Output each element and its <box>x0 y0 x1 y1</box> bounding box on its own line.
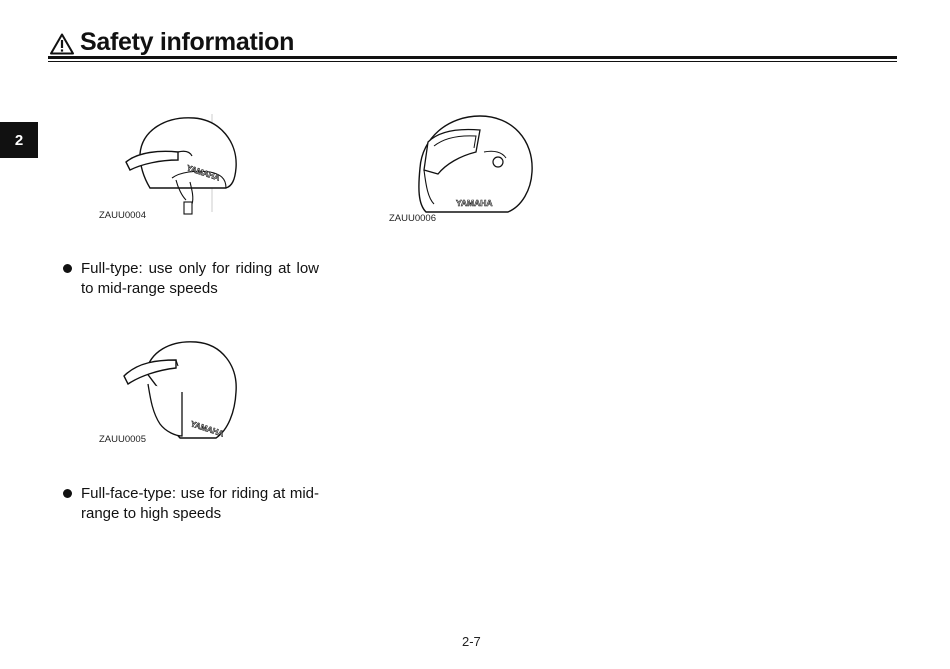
brand-logo: YAMAHA <box>185 163 221 183</box>
full-face-helmet-illustration <box>410 108 540 220</box>
figure-open-face-helmet <box>120 332 240 444</box>
figure-full-face-helmet <box>410 108 540 220</box>
figure-code: ZAUU0005 <box>99 434 146 445</box>
figure-code: ZAUU0006 <box>389 213 436 224</box>
page-title: Safety information <box>80 28 295 56</box>
open-face-helmet-illustration <box>120 332 240 444</box>
header-rule <box>48 56 897 59</box>
header-rule-thin <box>48 61 897 62</box>
bullet-icon <box>63 489 72 498</box>
bullet-icon <box>63 264 72 273</box>
figure-half-helmet <box>120 108 240 223</box>
half-helmet-illustration <box>120 108 240 223</box>
brand-logo: YAMAHA <box>456 198 493 208</box>
bullet-text-full-face-type: Full-face-type: use for riding at mid-range to high speeds <box>81 485 319 522</box>
chapter-tab: 2 <box>0 122 38 158</box>
page-number: 2-7 <box>462 634 481 649</box>
figure-code: ZAUU0004 <box>99 210 146 221</box>
bullet-text-full-type: Full-type: use only for riding at low to mid-range speeds <box>81 260 319 297</box>
warning-triangle-icon <box>50 33 74 55</box>
brand-logo: YAMAHA <box>189 419 225 439</box>
